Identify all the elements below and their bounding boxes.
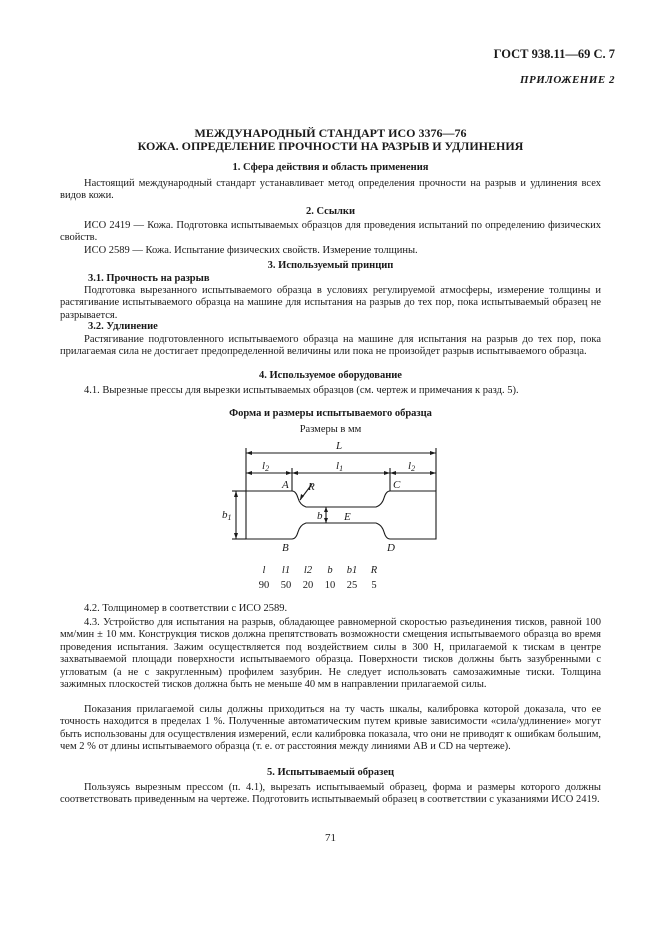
- label-A: A: [282, 479, 289, 491]
- reference-iso-2419: ИСО 2419 — Кожа. Подготовка испытываемых образцов для проведения испытаний по определению физических свойств.: [60, 220, 601, 244]
- subsection-3-1-heading: 3.1. Прочность на разрыв: [88, 273, 210, 284]
- label-E: E: [344, 511, 351, 523]
- dim-name-R: R: [370, 565, 378, 576]
- label-C: C: [393, 479, 401, 491]
- specimen-outline: [246, 491, 436, 539]
- label-L: L: [336, 440, 343, 452]
- paragraph-4-2: 4.2. Толщиномер в соответствии с ИСО 2589.: [84, 603, 288, 614]
- label-b: b: [317, 510, 323, 522]
- section-5-text: Пользуясь вырезным прессом (п. 4.1), вырезать испытываемый образец, форма и размеры которого должны соответствовать приведенным на чертеже. Подготовить испытываемый образец в соответствии с указаниями ИСО 2419.: [60, 782, 601, 806]
- page-number: 71: [325, 832, 336, 844]
- dimensions-names-row: [253, 565, 385, 576]
- dim-value-b: 10: [324, 580, 336, 591]
- standard-title-line1: МЕЖДУНАРОДНЫЙ СТАНДАРТ ИСО 3376—76: [194, 126, 467, 140]
- dim-value-l1: 50: [280, 580, 292, 591]
- subsection-3-1-text: Подготовка вырезанного испытываемого образца в условиях регулируемой атмосферы, измерение толщины и растягивание испытываемого образца на машине для испытания на разрыв до тех пор, пока испытываемый образец не разрывается.: [60, 285, 601, 321]
- dim-value-b1: 25: [346, 580, 358, 591]
- dim-name-l: l: [262, 565, 266, 576]
- section-1-heading: 1. Сфера действия и область применения: [232, 162, 429, 173]
- appendix-label: ПРИЛОЖЕНИЕ 2: [519, 74, 615, 86]
- label-l1: l1: [336, 460, 344, 473]
- dim-value-R: 5: [371, 580, 377, 591]
- document-reference: ГОСТ 938.11—69 С. 7: [493, 47, 615, 61]
- subsection-3-2-text: Растягивание подготовленного испытываемого образца на машине для испытания на разрыв до тех пор, пока прилагаемая сила не достигает предопределенной величины или пока не произойдет разрыв испытываемого образца.: [60, 334, 601, 358]
- dim-name-b1: b1: [346, 565, 358, 576]
- dim-name-b: b: [327, 565, 333, 576]
- label-l2-left: l2: [262, 460, 270, 473]
- section-5-heading: 5. Испытываемый образец: [266, 767, 395, 778]
- reference-iso-2589: ИСО 2589 — Кожа. Испытание физических свойств. Измерение толщины.: [84, 245, 418, 256]
- label-l2-right: l2: [408, 460, 416, 473]
- paragraph-4-3: 4.3. Устройство для испытания на разрыв, обладающее равномерной скоростью разъединения тисков, равной 100 мм/мин ± 10 мм. Конструкция тисков должна препятствовать возможности смещения испытываемого образца во время проведения испытания. Зажим осуществляется под воздействием силы в 300 Н, прилагаемой к тискам в центре захватываемой площади поверхности испытываемого образца. Поверхности тисков должны быть зазубренными с угловатым (а не с закругленным) профилем зазубрин. Не следует использовать самозажимные тиски. Толщина зажимных плоскостей тисков должна быть не меньше 40 мм в направлении прилагаемой силы.: [60, 617, 601, 691]
- figure-title: Форма и размеры испытываемого образца: [229, 408, 432, 419]
- subsection-3-2-heading: 3.2. Удлинение: [88, 321, 158, 332]
- section-3-heading: 3. Используемый принцип: [267, 260, 394, 271]
- section-1-text: Настоящий международный стандарт устанавливает метод определения прочности на разрыв и удлинения всех видов кожи.: [60, 178, 601, 202]
- paragraph-force-readings: Показания прилагаемой силы должны приходиться на ту часть шкалы, калибровка которой доказала, что ее точность находится в пределах 1 %. Полученные автоматическим путем кривые зависимости «сила/удлинение» могут быть использованы для осуществления измерений, если калибровка показала, что они не приводят к ошибкам большим, чем 2 % от длины испытываемого образца (т. е. от расстояния между линиями AB и CD на чертеже).: [60, 704, 601, 753]
- dim-name-l2: l2: [303, 565, 313, 576]
- figure-units: Размеры в мм: [299, 424, 362, 435]
- specimen-drawing: [220, 438, 450, 556]
- dim-value-l2: 20: [302, 580, 314, 591]
- label-b1: b1: [222, 509, 232, 522]
- section-2-heading: 2. Ссылки: [305, 206, 356, 217]
- dim-value-l: 90: [258, 580, 270, 591]
- dim-name-l1: l1: [281, 565, 291, 576]
- label-D: D: [387, 542, 395, 554]
- label-R: R: [308, 481, 315, 493]
- standard-title: [60, 127, 601, 153]
- dimensions-values-row: [253, 580, 385, 591]
- section-4-heading: 4. Используемое оборудование: [259, 370, 402, 381]
- label-B: B: [282, 542, 289, 554]
- standard-title-line2: КОЖА. ОПРЕДЕЛЕНИЕ ПРОЧНОСТИ НА РАЗРЫВ И УДЛИНЕНИЯ: [137, 139, 524, 153]
- paragraph-4-1: 4.1. Вырезные прессы для вырезки испытываемых образцов (см. чертеж и примечания к разд. 5).: [84, 385, 519, 396]
